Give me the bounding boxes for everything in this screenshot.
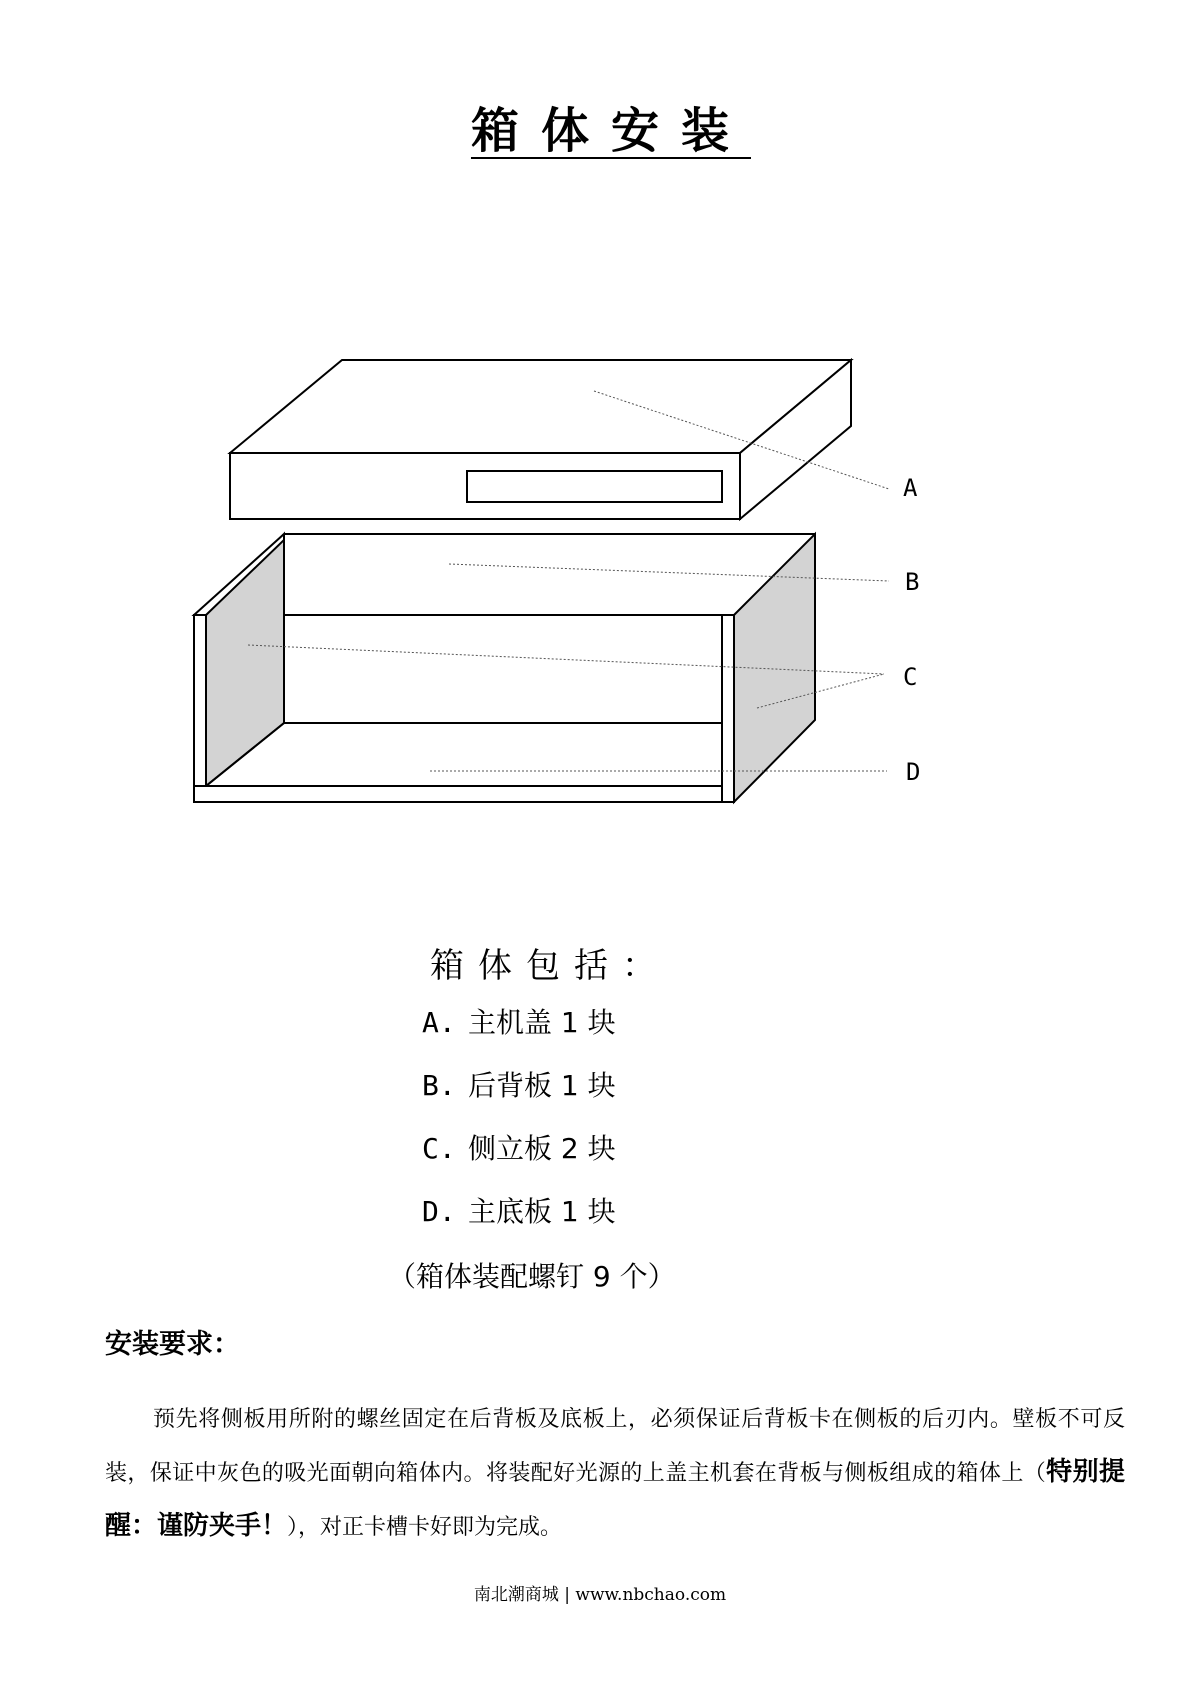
screws-note: （箱体装配螺钉 9 个） [388,1260,676,1293]
part-letter: C. [422,1132,456,1165]
requirements-heading: 安装要求： [105,1329,240,1360]
list-item [422,1194,616,1257]
part-letter: A. [422,1006,456,1039]
list-item [422,1068,616,1131]
part-text: 后背板 1 块 [468,1069,616,1102]
list-item [422,1131,616,1194]
label-c: C [903,663,918,691]
part-text: 主底板 1 块 [468,1195,616,1228]
label-d: D [906,758,921,786]
bottom-panel-part-d [194,723,722,802]
includes-heading: 箱体包括： [430,946,670,986]
lid-part-a [230,360,851,519]
label-b: B [905,568,920,596]
part-text: 侧立板 2 块 [468,1132,616,1165]
requirements-text-after: ），对正卡槽卡好即为完成。 [287,1515,563,1540]
part-text: 主机盖 1 块 [468,1006,616,1039]
label-a: A [903,474,918,502]
parts-list [422,1005,616,1257]
box-assembly-diagram [0,0,1200,840]
left-side-panel-part-c [194,534,284,786]
requirements-body [105,1394,1125,1554]
warning-text: 特别提醒：谨防夹手！ [105,1457,1125,1541]
requirements-text-before: 预先将侧板用所附的螺丝固定在后背板及底板上，必须保证后背板卡在侧板的后刃内。壁板不可反装，保证中灰色的吸光面朝向箱体内。将装配好光源的上盖主机套在背板与侧板组成的箱体上（ [105,1407,1125,1486]
part-letter: B. [422,1069,456,1102]
part-letter: D. [422,1195,456,1228]
page-title: 箱体安装 [470,103,751,159]
list-item [422,1005,616,1068]
footer: 南北潮商城 | www.nbchao.com [473,1585,727,1605]
